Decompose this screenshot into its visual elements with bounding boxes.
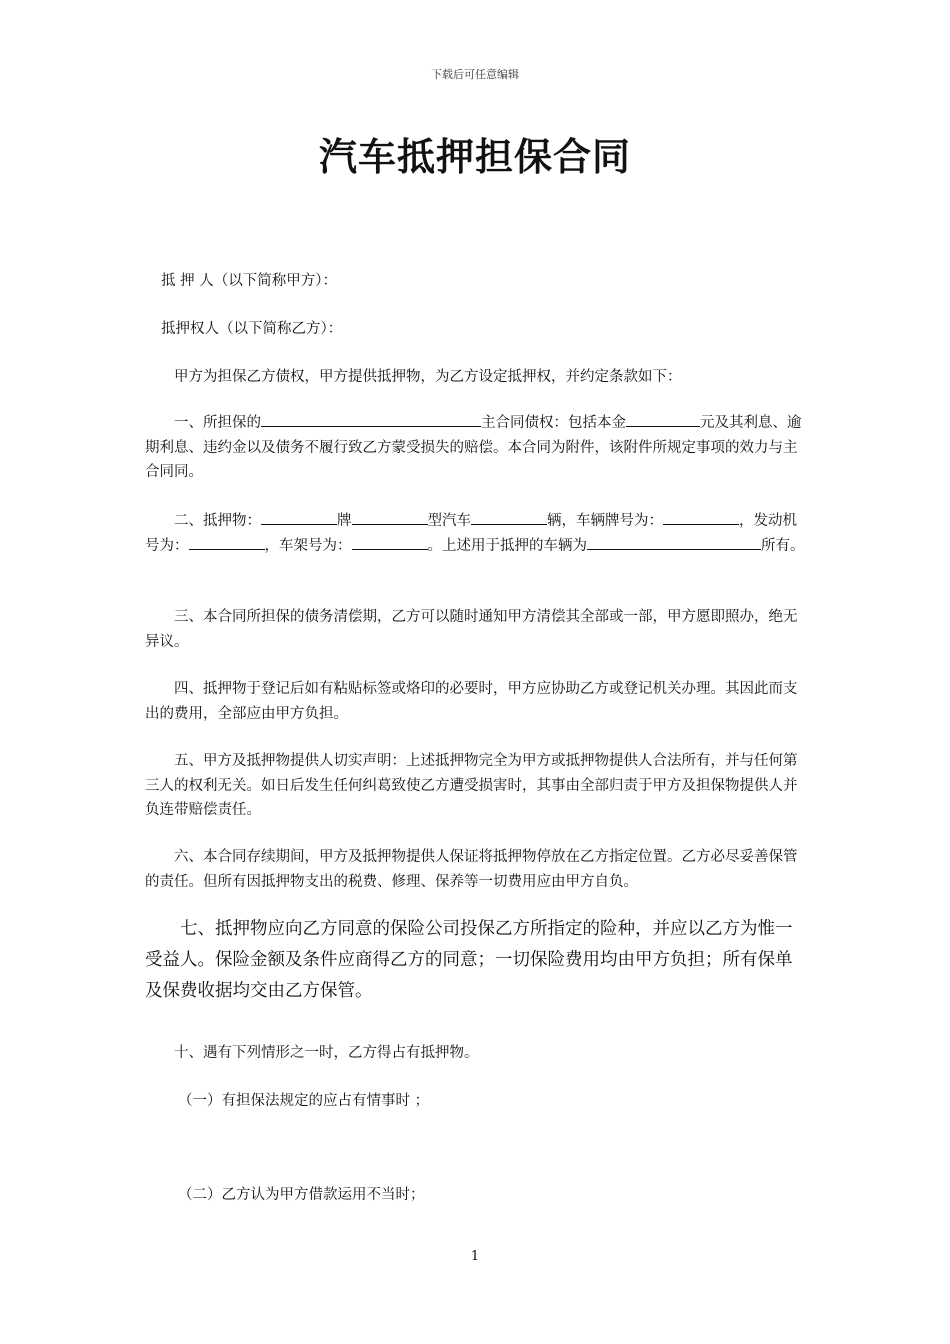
owner-blank <box>587 534 737 550</box>
principal-contract-blank <box>261 411 481 427</box>
page-header: 下载后可任意编辑 <box>431 68 519 81</box>
clause-3: 三、本合同所担保的债务清偿期，乙方可以随时通知甲方清偿其全部或一部，甲方愿即照办，绝无异议。 <box>145 609 798 650</box>
frame-number-blank <box>352 534 428 550</box>
principal-amount-blank <box>626 411 700 427</box>
brand-blank <box>261 509 337 525</box>
clause-10: 十、遇有下列情形之一时，乙方得占有抵押物。 <box>174 1045 479 1061</box>
page-number: 1 <box>470 1249 480 1264</box>
clause-1: 一、所担保的 主合同债权：包括本金 元及其利息、逾期利息、违约金以及债务不履行致乙方蒙受损失的赔偿。本合同为附件，该附件所规定事项的效力与主合同同。 <box>145 411 805 485</box>
document-title: 汽车抵押担保合同 <box>318 134 631 179</box>
clause-2: 二、抵押物： 牌 型汽车 辆，车辆牌号为： ，发动机号为： ，车架号为： 。上述用于抵押的车辆为 所有。 <box>145 509 805 558</box>
model-blank <box>352 509 428 525</box>
party-b-line: 抵押权人（以下简称乙方）： <box>161 321 343 337</box>
plate-number-blank <box>663 509 739 525</box>
intro-paragraph: 甲方为担保乙方债权，甲方提供抵押物，为乙方设定抵押权，并约定条款如下： <box>174 369 682 385</box>
clause-10-item-1: （一）有担保法规定的应占有情事时 ； <box>178 1093 430 1109</box>
clause-6: 六、本合同存续期间，甲方及抵押物提供人保证将抵押物停放在乙方指定位置。乙方必尽妥善保管的责任。但所有因抵押物支出的税费、修理、保养等一切费用应由甲方自负。 <box>145 849 798 890</box>
owner-blank-continued <box>737 534 761 550</box>
quantity-blank <box>471 509 547 525</box>
clause-5: 五、甲方及抵押物提供人切实声明：上述抵押物完全为甲方或抵押物提供人合法所有，并与任何第三人的权利无关。如日后发生任何纠葛致使乙方遭受损害时，其事由全部归责于甲方及担保物提供人并负连带赔偿责任。 <box>145 753 798 818</box>
engine-number-blank <box>189 534 265 550</box>
clause-4: 四、抵押物于登记后如有粘贴标签或烙印的必要时，甲方应协助乙方或登记机关办理。其因此而支出的费用，全部应由甲方负担。 <box>145 681 798 722</box>
clause-10-item-2: （二）乙方认为甲方借款运用不当时； <box>178 1187 425 1203</box>
clause-7: 七、抵押物应向乙方同意的保险公司投保乙方所指定的险种，并应以乙方为惟一受益人。保险金额及条件应商得乙方的同意；一切保险费用均由甲方负担；所有保单及保费收据均交由乙方保管。 <box>145 919 793 1001</box>
party-a-line: 抵 押 人（以下简称甲方）： <box>161 273 337 289</box>
